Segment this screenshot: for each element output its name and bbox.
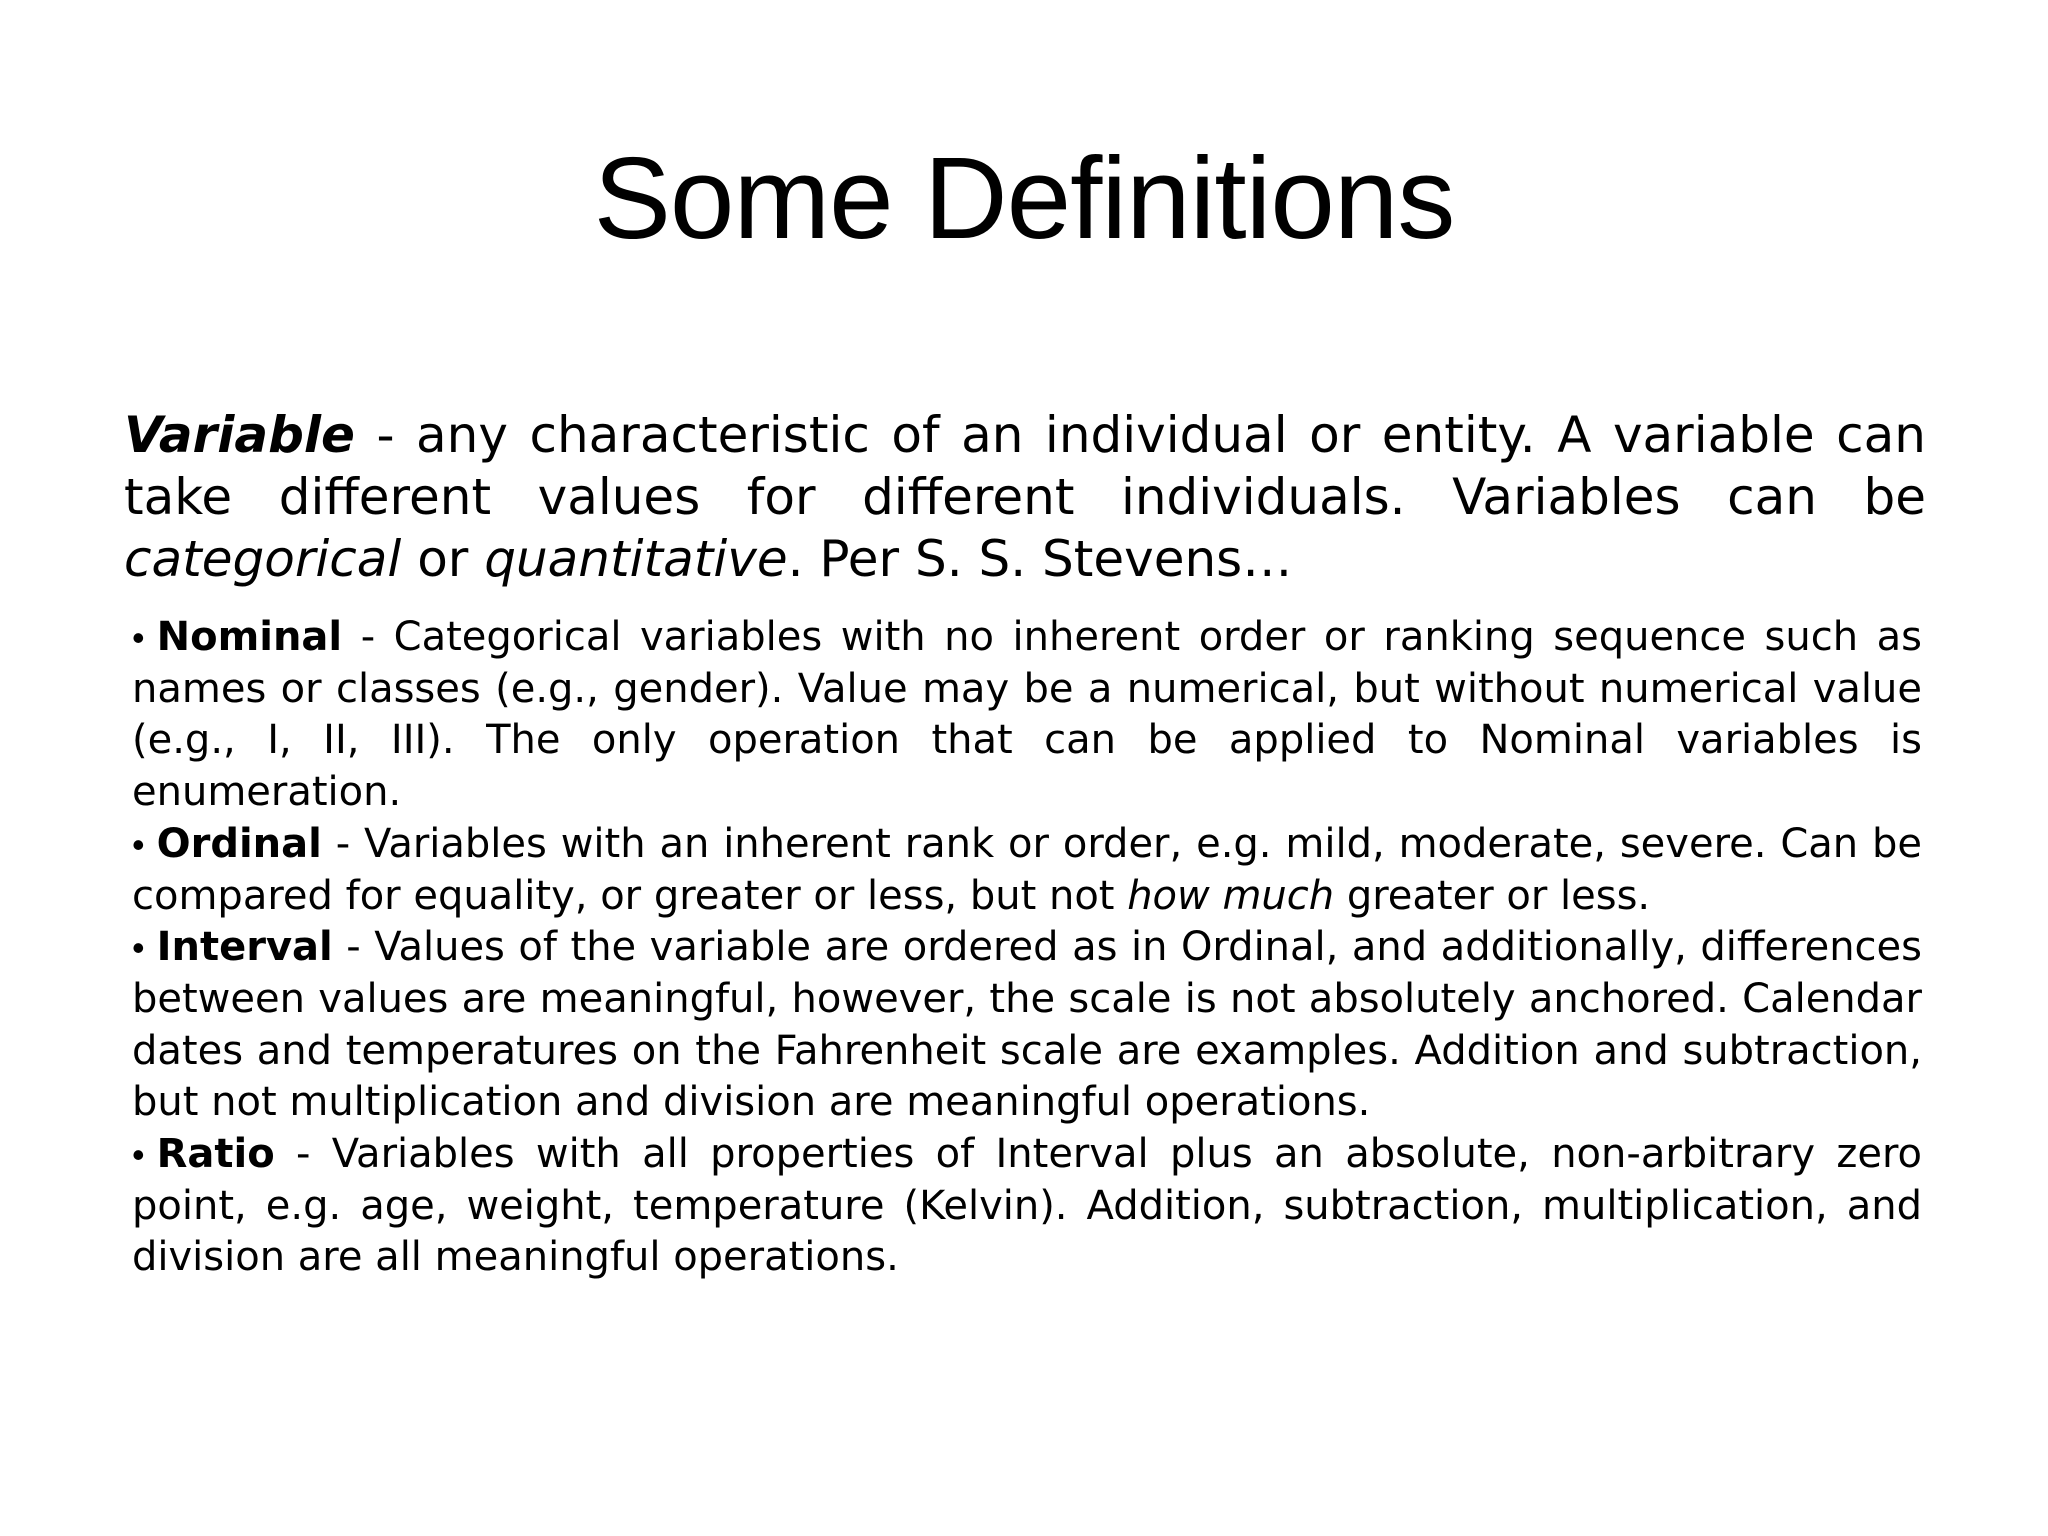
nominal-term: Nominal [156,614,343,660]
definitions-list [132,612,1922,1284]
variable-text-1: - any characteristic of an individual or entity. A variable can take different values for different individuals. Variables can be [124,406,1926,526]
bullet-icon: • [132,823,145,865]
categorical-term: categorical [124,530,402,588]
variable-term: Variable [124,406,355,464]
variable-definition [124,404,1926,590]
definition-ordinal [132,819,1922,922]
ordinal-emphasis: how much [1127,872,1335,919]
variable-text-3: . Per S. S. Stevens… [787,530,1293,588]
bullet-icon: • [132,617,145,658]
ratio-text: - Variables with all properties of Interval plus an absolute, non-arbitrary zero point, e.g. age, weight, temperature (Kelvin). Addition, subtraction, multiplication, and division are all meaningful operations. [132,1131,1922,1281]
definition-ratio [132,1129,1922,1284]
ordinal-text-after: greater or less. [1334,872,1651,919]
ordinal-text: - Variables with an inherent rank or order, e.g. mild, moderate, severe. Can be compared for equality, or greater or less, but not [132,820,1922,919]
variable-text-2: or [401,530,485,588]
nominal-text: - Categorical variables with no inherent order or ranking sequence such as names or classes (e.g., gender). Value may be a numerical, but without numerical value (e.g., I, II, III). The only operation that can be applied to Nominal variables is enumeration. [132,614,1922,816]
quantitative-term: quantitative [484,530,788,588]
interval-term: Interval [156,924,333,971]
interval-text: - Values of the variable are ordered as in Ordinal, and additionally, differences between values are meaningful, however, the scale is not absolutely anchored. Calendar dates and temperatures on the Fahrenheit scale are examples. Addition and subtraction, but not multiplication and division are meaningful operations. [132,924,1922,1126]
definition-interval [132,922,1922,1129]
ratio-term: Ratio [156,1131,275,1178]
bullet-icon: • [132,1134,145,1176]
slide-title: Some Definitions [593,133,1455,263]
definition-nominal [132,612,1922,819]
bullet-icon: • [132,927,145,969]
ordinal-term: Ordinal [156,820,322,867]
